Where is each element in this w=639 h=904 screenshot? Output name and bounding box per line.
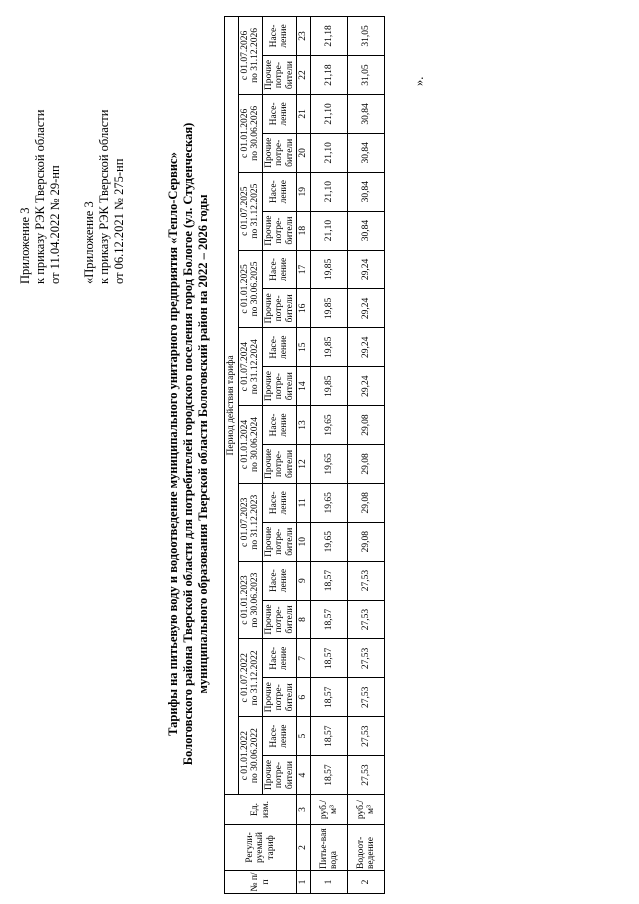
tariff-value: 21,10: [311, 133, 348, 172]
tariff-value: 27,53: [348, 561, 385, 600]
header-unit: Ед. изм.: [225, 795, 297, 825]
column-index: 20: [297, 133, 311, 172]
tariff-value: 19,85: [311, 367, 348, 406]
subheader-population: Насе-ление: [262, 94, 297, 133]
period-to: по 30.06.2022: [250, 728, 260, 784]
column-index: 17: [297, 250, 311, 289]
table-row: [311, 16, 348, 893]
header-row: [225, 16, 239, 893]
tariff-value: 27,53: [348, 717, 385, 756]
column-index: 9: [297, 561, 311, 600]
appendix-previous: [82, 24, 127, 284]
tariff-value: 21,10: [311, 172, 348, 211]
tariff-value: 21,18: [311, 56, 348, 95]
tariff-value: 19,65: [311, 483, 348, 522]
subheader-other: Прочие потре-бители: [262, 289, 297, 328]
column-index-row: [297, 16, 311, 893]
tariff-value: 30,84: [348, 133, 385, 172]
tariff-value: 21,10: [311, 94, 348, 133]
tariff-value: 18,57: [311, 756, 348, 795]
period-from: с 01.01.2022: [239, 730, 250, 781]
tariff-value: 18,57: [311, 561, 348, 600]
subheader-population: Насе-ление: [262, 250, 297, 289]
subheader-other: Прочие потре-бители: [262, 522, 297, 561]
subheader-other: Прочие потре-бители: [262, 367, 297, 406]
tariff-value: 19,65: [311, 406, 348, 445]
column-index: 2: [297, 825, 311, 871]
tariff-value: 18,57: [311, 639, 348, 678]
period-from: с 01.01.2026: [239, 108, 250, 159]
title-line: Бологовского района Тверской области для потребителей городского поселения город Бологое (ул. Студенческая): [181, 122, 195, 766]
appendix-line: к приказу РЭК Тверской области: [97, 109, 111, 284]
table-row: [348, 16, 385, 893]
period-to: по 31.12.2022: [250, 650, 260, 706]
appendix-line: от 06.12.2021 № 275-нп: [112, 158, 126, 284]
subheader-other: Прочие потре-бители: [262, 56, 297, 95]
column-index: 13: [297, 406, 311, 445]
document-title: [166, 44, 211, 844]
header-period: Период действия тарифа: [225, 16, 239, 794]
subheader-other: Прочие потре-бители: [262, 600, 297, 639]
tariff-value: 18,57: [311, 600, 348, 639]
tariff-value: 19,85: [311, 328, 348, 367]
column-index: 23: [297, 16, 311, 55]
tariff-table: [224, 16, 385, 894]
subheader-other: Прочие потре-бители: [262, 678, 297, 717]
tariff-value: 29,24: [348, 367, 385, 406]
period-header: [238, 250, 262, 328]
row-unit: руб./м³: [348, 795, 385, 825]
row-unit: руб./м³: [311, 795, 348, 825]
period-from: с 01.07.2026: [239, 30, 250, 81]
column-index: 18: [297, 211, 311, 250]
period-to: по 30.06.2026: [250, 105, 260, 161]
title-line: муниципального образования Тверской области Бологовский район на 2022 – 2026 годы: [196, 194, 210, 694]
period-header: [238, 16, 262, 94]
tariff-value: 19,65: [311, 522, 348, 561]
tariff-value: 27,53: [348, 639, 385, 678]
row-num: 2: [348, 871, 385, 894]
tariff-value: 31,05: [348, 56, 385, 95]
period-to: по 31.12.2024: [250, 339, 260, 395]
period-to: по 31.12.2023: [250, 494, 260, 550]
tariff-value: 18,57: [311, 717, 348, 756]
period-from: с 01.07.2024: [239, 342, 250, 392]
tariff-value: 19,65: [311, 444, 348, 483]
column-index: 8: [297, 600, 311, 639]
period-header: [238, 561, 262, 639]
appendix-line: от 11.04.2022 № 29-нп: [48, 165, 62, 284]
header-consumers-row: [262, 16, 297, 893]
column-index: 15: [297, 328, 311, 367]
period-from: с 01.07.2023: [239, 497, 250, 547]
column-index: 22: [297, 56, 311, 95]
tariff-value: 29,08: [348, 406, 385, 445]
period-header: [238, 483, 262, 561]
column-index: 6: [297, 678, 311, 717]
column-index: 11: [297, 483, 311, 522]
period-header: [238, 172, 262, 250]
period-from: с 01.07.2025: [239, 186, 250, 236]
period-from: с 01.01.2025: [239, 264, 250, 314]
tariff-value: 29,08: [348, 444, 385, 483]
column-index: 12: [297, 444, 311, 483]
subheader-other: Прочие потре-бители: [262, 756, 297, 795]
tariff-value: 21,10: [311, 211, 348, 250]
title-line: Тарифы на питьевую воду и водоотведение муниципального унитарного предприятия «Тепло-Сервис»: [166, 152, 180, 736]
period-header: [238, 639, 262, 717]
column-index: 14: [297, 367, 311, 406]
tariff-value: 29,24: [348, 289, 385, 328]
subheader-population: Насе-ление: [262, 717, 297, 756]
tariff-value: 18,57: [311, 678, 348, 717]
header-tariff: Регули-руемый тариф: [225, 825, 297, 871]
column-index: 19: [297, 172, 311, 211]
tariff-value: 30,84: [348, 172, 385, 211]
column-index: 3: [297, 795, 311, 825]
subheader-population: Насе-ление: [262, 483, 297, 522]
subheader-population: Насе-ление: [262, 406, 297, 445]
tariff-value: 30,84: [348, 94, 385, 133]
subheader-other: Прочие потре-бители: [262, 444, 297, 483]
period-header: [238, 94, 262, 172]
appendix-line: Приложение 3: [18, 207, 32, 284]
tariff-value: 29,24: [348, 250, 385, 289]
tariff-value: 29,24: [348, 328, 385, 367]
period-from: с 01.01.2023: [239, 575, 250, 625]
closing-quote: ».: [412, 76, 426, 86]
period-from: с 01.07.2022: [239, 653, 250, 703]
column-index: 10: [297, 522, 311, 561]
appendix-current: [18, 24, 63, 284]
tariff-value: 21,18: [311, 16, 348, 55]
subheader-population: Насе-ление: [262, 16, 297, 55]
subheader-population: Насе-ление: [262, 639, 297, 678]
column-index: 16: [297, 289, 311, 328]
header-num: № п/п: [225, 871, 297, 894]
subheader-population: Насе-ление: [262, 172, 297, 211]
subheader-other: Прочие потре-бители: [262, 133, 297, 172]
tariff-value: 27,53: [348, 756, 385, 795]
appendix-line: к приказу РЭК Тверской области: [33, 109, 47, 284]
column-index: 4: [297, 756, 311, 795]
tariff-value: 27,53: [348, 600, 385, 639]
subheader-population: Насе-ление: [262, 561, 297, 600]
period-from: с 01.01.2024: [239, 419, 250, 470]
column-index: 5: [297, 717, 311, 756]
row-tariff-name: Водоот-ведение: [348, 825, 385, 871]
column-index: 7: [297, 639, 311, 678]
column-index: 21: [297, 94, 311, 133]
tariff-value: 27,53: [348, 678, 385, 717]
tariff-value: 19,85: [311, 289, 348, 328]
tariff-value: 29,08: [348, 483, 385, 522]
row-tariff-name: Питье-вая вода: [311, 825, 348, 871]
period-header: [238, 717, 262, 795]
tariff-value: 29,08: [348, 522, 385, 561]
period-header: [238, 406, 262, 484]
period-to: по 31.12.2026: [250, 27, 260, 83]
period-to: по 30.06.2024: [250, 417, 260, 472]
period-to: по 31.12.2025: [250, 183, 260, 239]
subheader-other: Прочие потре-бители: [262, 211, 297, 250]
subheader-population: Насе-ление: [262, 328, 297, 367]
row-num: 1: [311, 871, 348, 894]
period-header: [238, 328, 262, 406]
appendix-line: «Приложение 3: [82, 201, 96, 284]
tariff-value: 31,05: [348, 16, 385, 55]
header-periods-row: [238, 16, 262, 893]
tariff-value: 30,84: [348, 211, 385, 250]
period-to: по 30.06.2023: [250, 572, 260, 628]
period-to: по 30.06.2025: [250, 261, 260, 317]
column-index: 1: [297, 871, 311, 894]
tariff-table-body: [225, 16, 385, 893]
tariff-value: 19,85: [311, 250, 348, 289]
